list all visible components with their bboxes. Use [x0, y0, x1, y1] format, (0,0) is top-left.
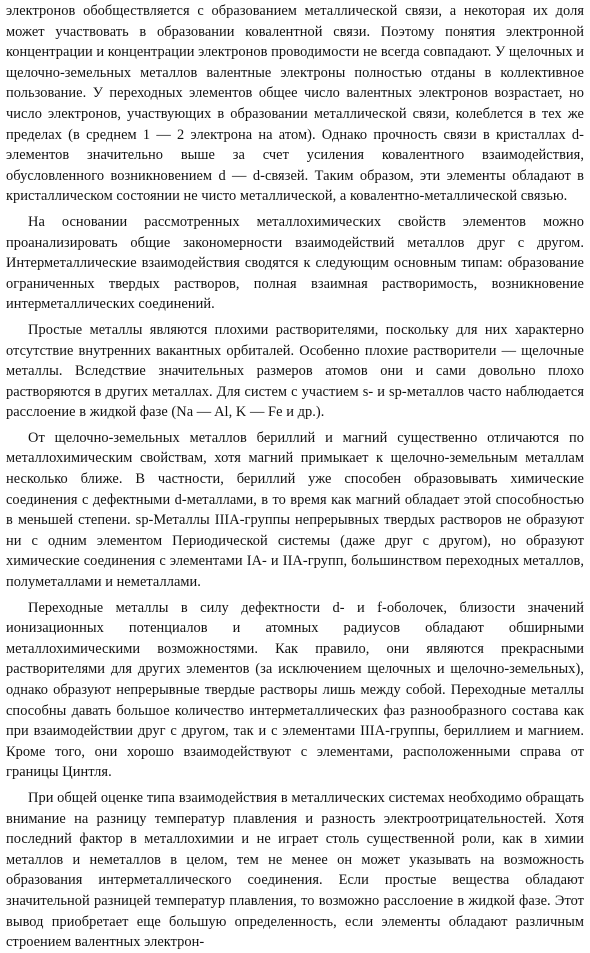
paragraph-2: На основании рассмотренных металлохимических свойств элементов можно проанализировать общие закономерности взаимодействий металлов друг с другом. Интерметаллические взаимодействия сводятся к следующим основным типам: образование ограниченных твердых растворов, полная взаимная растворимость, возникновение интерметаллических соединений.: [6, 213, 584, 313]
paragraph-4: От щелочно-земельных металлов бериллий и магний существенно отличаются по металлохимическим свойствам, хотя магний примыкает к щелочно-земельным металлам несколько ближе. В частности, бериллий уже способен образовывать химические соединения с дефектными d-металлами, в то время как магний обладает этой способностью в меньшей степени. sp-Металлы IIIA-группы непрерывных твердых растворов не образуют ни с одним элементом Периодической системы (даже друг с другом), но образуют химические соединения с элементами IA- и IIA-групп, большинством переходных металлов, полуметаллами и неметаллами.: [6, 429, 584, 591]
paragraph-1: электронов обобществляется с образованием металлической связи, а некоторая их доля может участвовать в образовании ковалентной связи. Поэтому понятия электронной концентрации и концентрации электронов проводимости не всегда совпадают. У щелочных и щелочно-земельных металлов валентные электроны полностью отданы в коллективное пользование. У переходных элементов общее число валентных электронов возрастает, но число электронов, участвующих в образовании металлической связи, колеблется в тех же пределах (в среднем 1 — 2 электрона на атом). Однако прочность связи в кристаллах d-элементов значительно выше за счет усиления ковалентного взаимодействия, обусловленного возникновением d — d-связей. Таким образом, эти элементы обладают в кристаллическом состоянии не чисто металлической, а ковалентно-металлической связью.: [6, 3, 584, 205]
paragraph-3: Простые металлы являются плохими растворителями, поскольку для них характерно отсутствие внутренних вакантных орбиталей. Особенно плохие растворители — щелочные металлы. Вследствие значительных размеров атомов они и сами довольно плохо растворяются в других металлах. Для систем с участием s- и sp-металлов часто наблюдается расслоение в жидкой фазе (Na — Al, K — Fe и др.).: [6, 321, 584, 421]
paragraph-5: Переходные металлы в силу дефектности d- и f-оболочек, близости значений ионизационных потенциалов и атомных радиусов обладают обширными металлохимическими возможностями. Как правило, они являются прекрасными растворителями для других элементов (за исключением щелочных и щелочно-земельных), однако образуют непрерывные твердые растворы лишь между собой. Переходные металлы способны давать большое количество интерметаллических фаз разнообразного состава как при взаимодействии друг с другом, так и с элементами IIIA-группы, бериллием и магнием. Кроме того, они хорошо взаимодействуют с элементами, расположенными справа от границы Цинтля.: [6, 599, 584, 781]
paragraph-6: При общей оценке типа взаимодействия в металлических системах необходимо обращать внимание на разницу температур плавления и разность электроотрицательностей. Хотя последний фактор в металлохимии и не играет столь существенной роли, как в химии металлов и неметаллов в целом, тем не менее он может указывать на возможность образования интерметаллического соединения. Если простые вещества обладают значительной разницей температур плавления, то возможно расслоение в жидкой фазе. Этот вывод приобретает еще большую определенность, если элементы обладают различным строением валентных электрон-: [6, 789, 584, 951]
